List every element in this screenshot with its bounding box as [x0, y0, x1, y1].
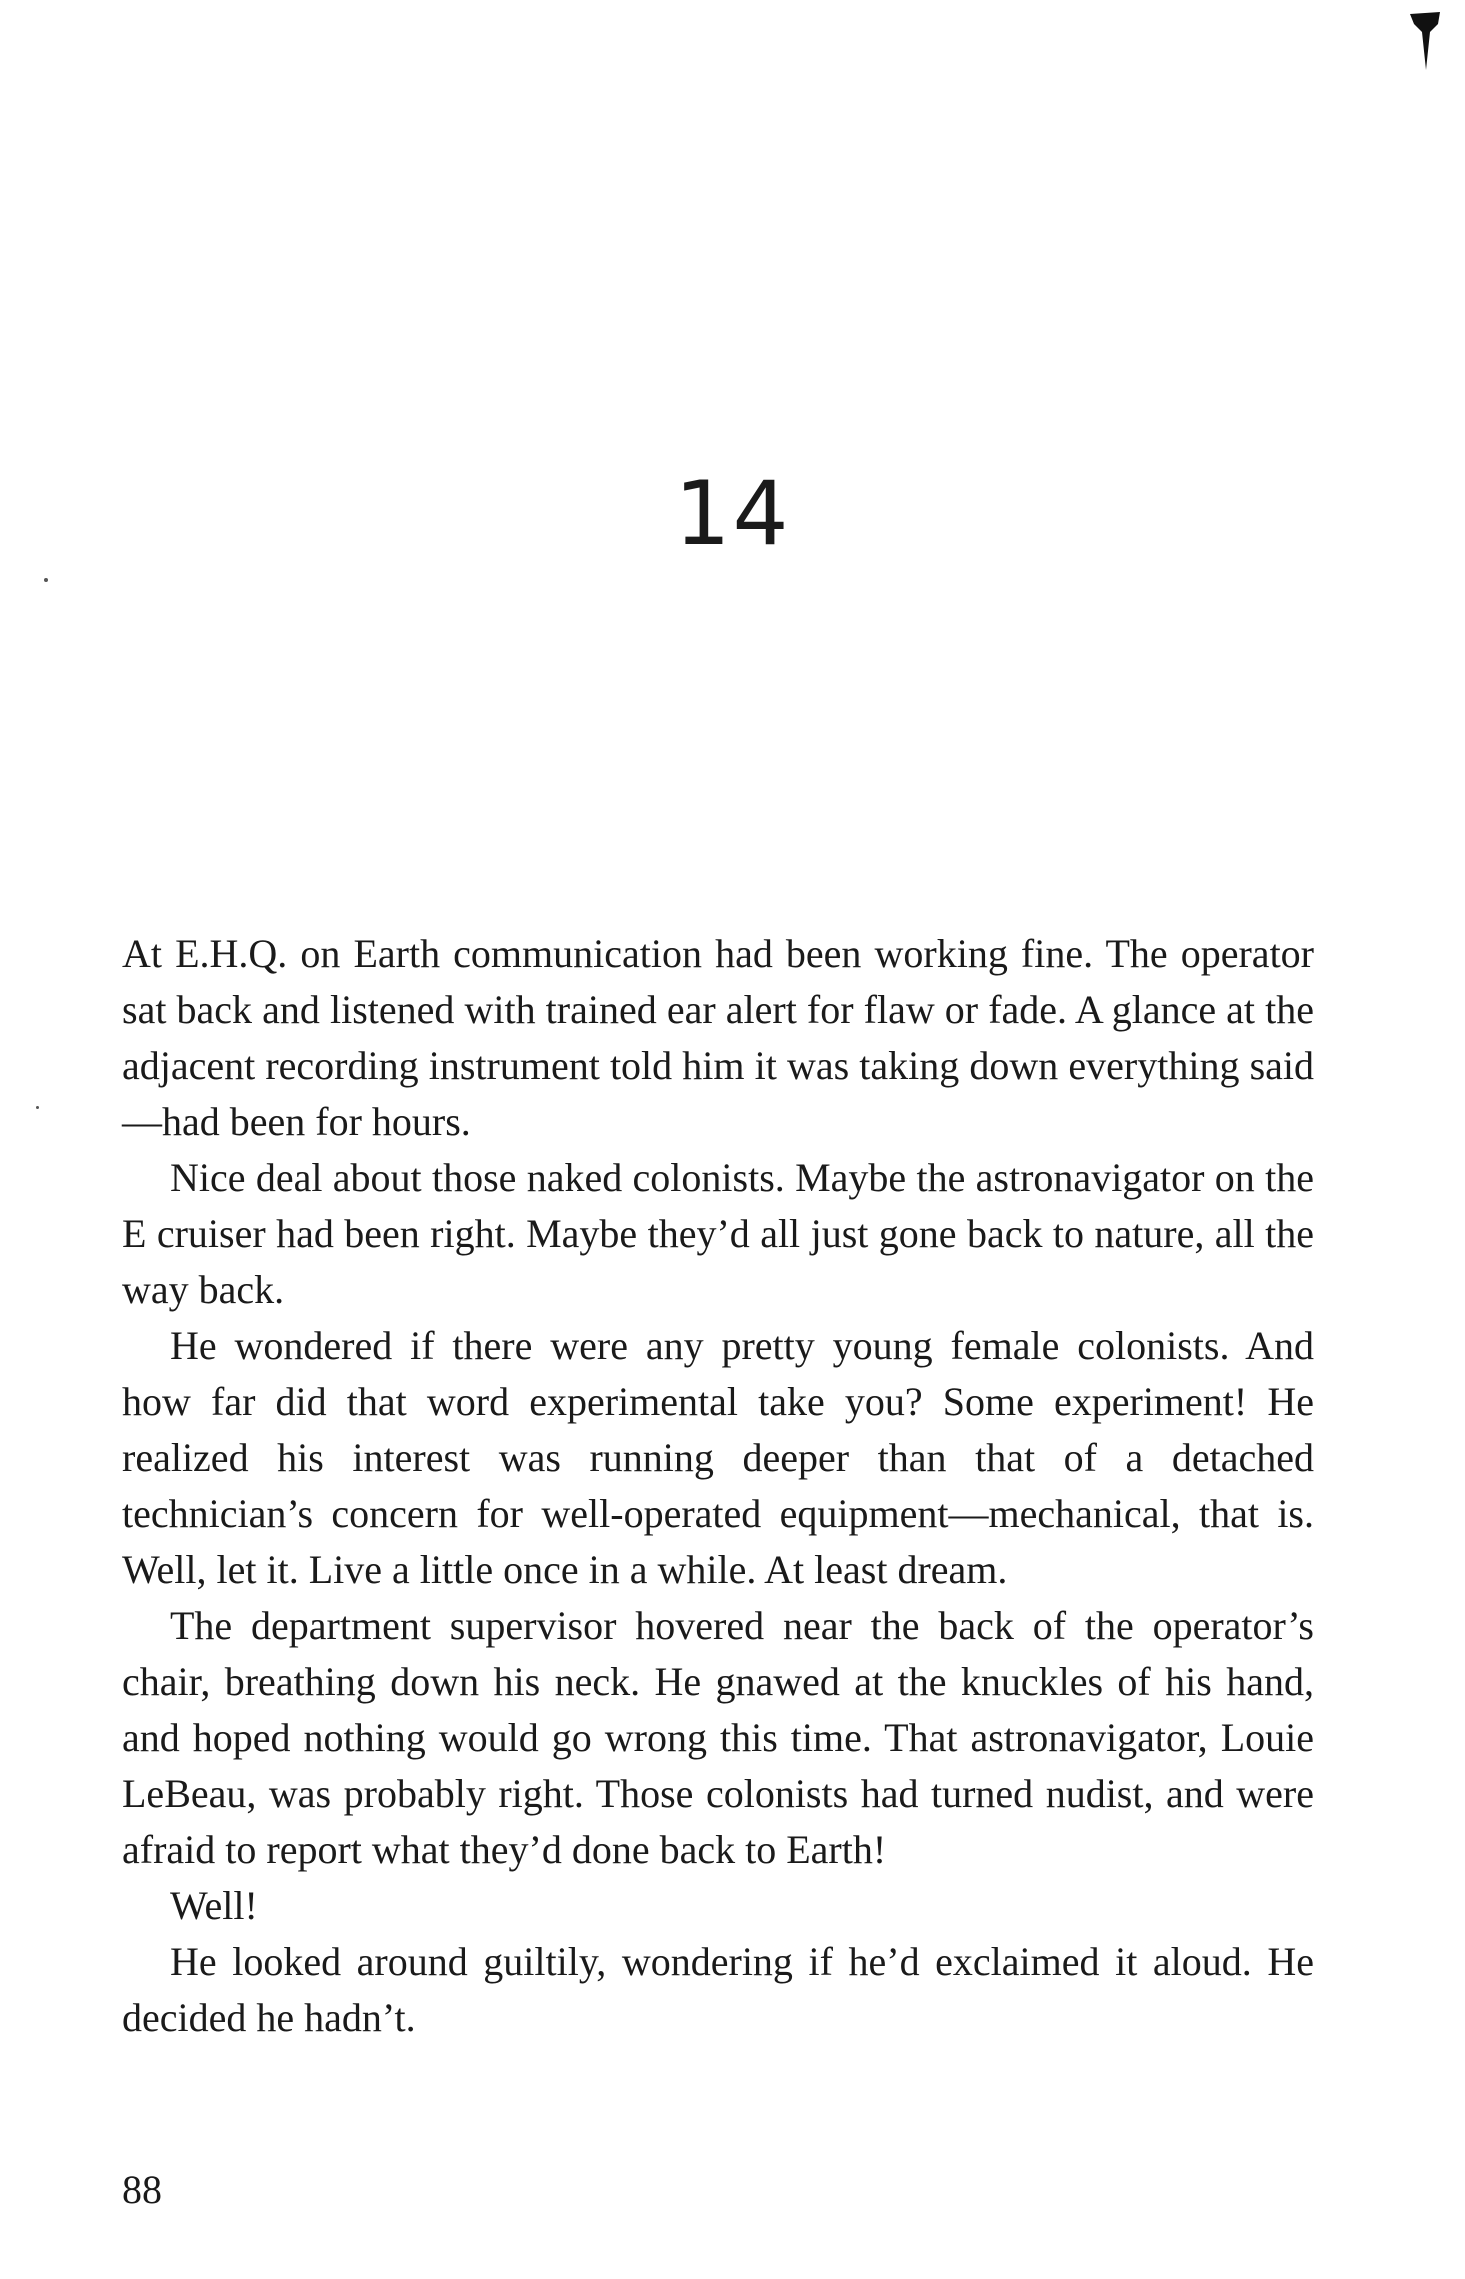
chapter-body-text [122, 926, 1314, 2046]
print-speck [44, 578, 48, 582]
paragraph: At E.H.Q. on Earth communication had been working fine. The operator sat back and listened with trained ear alert for flaw or fade. A glance at the adjacent recording instrument told him it was taking down everything said—had been for hours. [122, 931, 1314, 1144]
chapter-number: 14 [674, 462, 791, 565]
page-number: 88 [122, 2167, 162, 2212]
corner-tab-mark [1408, 10, 1442, 72]
paragraph: He looked around guiltily, wondering if he’d exclaimed it aloud. He decided he hadn’t. [122, 1939, 1314, 2040]
print-speck [36, 1106, 39, 1109]
paragraph: The department supervisor hovered near the back of the operator’s chair, breathing down his neck. He gnawed at the knuckles of his hand, and hoped nothing would go wrong this time. That astronavigator, Louie LeBeau, was probably right. Those colonists had turned nudist, and were afraid to report what they’d done back to Earth! [122, 1603, 1314, 1872]
paragraph: Nice deal about those naked colonists. Maybe the astronavigator on the E cruiser had been right. Maybe they’d all just gone back to nature, all the way back. [122, 1155, 1314, 1312]
paragraph: Well! [170, 1883, 258, 1928]
paragraph: He wondered if there were any pretty young female colonists. And how far did that word experimental take you? Some experiment! He realized his interest was running deeper than that of a detached technician’s concern for well-operated equipment—mechanical, that is. Well, let it. Live a little once in a while. At least dream. [122, 1323, 1314, 1592]
